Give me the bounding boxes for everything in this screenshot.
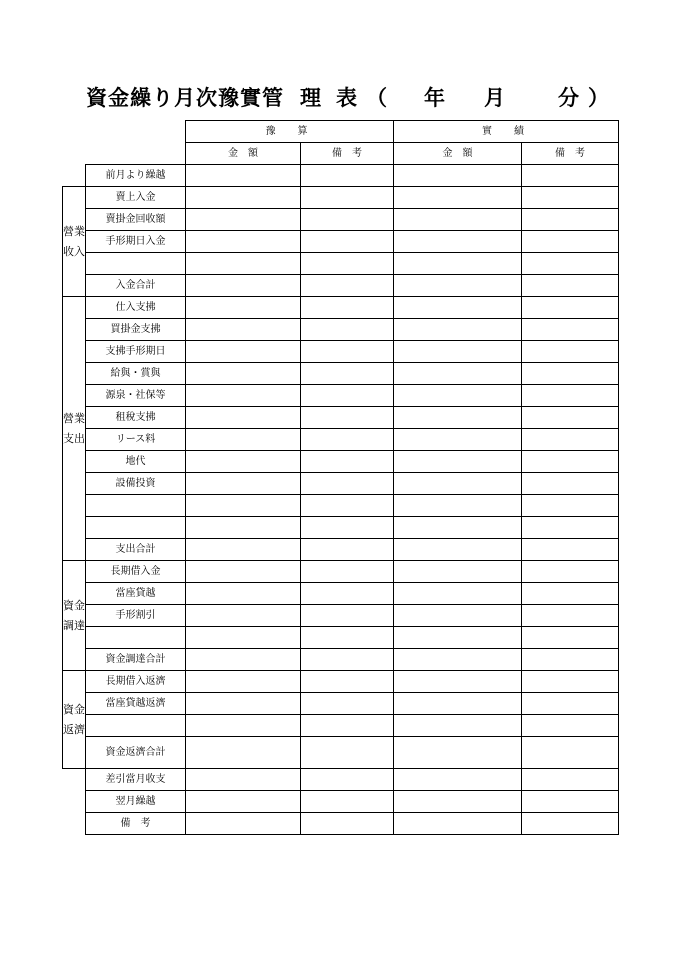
- row-label: 租稅支拂: [86, 407, 186, 429]
- section-sales-expense: 營業支出: [63, 297, 86, 561]
- input-cell[interactable]: [522, 813, 619, 835]
- input-cell[interactable]: [522, 649, 619, 671]
- input-cell[interactable]: [186, 627, 301, 649]
- input-cell[interactable]: [186, 671, 301, 693]
- table-row: [63, 187, 619, 209]
- input-cell[interactable]: [522, 275, 619, 297]
- title-year: 年: [424, 85, 445, 110]
- input-cell[interactable]: [186, 429, 301, 451]
- title-main: 資金繰り月次豫實管: [86, 85, 284, 110]
- row-label-blank[interactable]: [86, 627, 186, 649]
- input-cell[interactable]: [394, 517, 522, 539]
- row-label: 前月より繰越: [86, 165, 186, 187]
- input-cell[interactable]: [186, 187, 301, 209]
- input-cell[interactable]: [522, 209, 619, 231]
- input-cell[interactable]: [394, 561, 522, 583]
- table-row: [63, 385, 619, 407]
- table-row: [63, 209, 619, 231]
- input-cell[interactable]: [301, 517, 394, 539]
- table-row: [63, 605, 619, 627]
- input-cell[interactable]: [522, 539, 619, 561]
- input-cell[interactable]: [394, 385, 522, 407]
- input-cell[interactable]: [394, 209, 522, 231]
- input-cell[interactable]: [186, 693, 301, 715]
- input-cell[interactable]: [394, 319, 522, 341]
- row-label-blank[interactable]: [86, 495, 186, 517]
- input-cell[interactable]: [186, 209, 301, 231]
- table-row: [63, 517, 619, 539]
- row-label-blank[interactable]: [86, 715, 186, 737]
- table-row: [63, 341, 619, 363]
- input-cell[interactable]: [394, 627, 522, 649]
- input-cell[interactable]: [186, 583, 301, 605]
- table-row: [63, 297, 619, 319]
- input-cell[interactable]: [394, 539, 522, 561]
- input-cell[interactable]: [522, 165, 619, 187]
- input-cell[interactable]: [522, 693, 619, 715]
- input-cell[interactable]: [522, 715, 619, 737]
- input-cell[interactable]: [522, 671, 619, 693]
- input-cell[interactable]: [522, 451, 619, 473]
- input-cell[interactable]: [186, 561, 301, 583]
- row-label: 源泉・社保等: [86, 385, 186, 407]
- input-cell[interactable]: [186, 715, 301, 737]
- input-cell[interactable]: [301, 495, 394, 517]
- input-cell[interactable]: [301, 407, 394, 429]
- input-cell[interactable]: [301, 165, 394, 187]
- input-cell[interactable]: [522, 737, 619, 769]
- row-label: 當座貸越返濟: [86, 693, 186, 715]
- input-cell[interactable]: [301, 813, 394, 835]
- actual-header: 實 績: [394, 121, 619, 143]
- table-row: [63, 275, 619, 297]
- input-cell[interactable]: [301, 769, 394, 791]
- input-cell[interactable]: [186, 791, 301, 813]
- input-cell[interactable]: [522, 791, 619, 813]
- table-row: [63, 583, 619, 605]
- input-cell[interactable]: [394, 693, 522, 715]
- input-cell[interactable]: [186, 319, 301, 341]
- input-cell[interactable]: [186, 165, 301, 187]
- section-sales-income: 營業收入: [63, 187, 86, 297]
- input-cell[interactable]: [394, 275, 522, 297]
- row-label: 支拂手形期日: [86, 341, 186, 363]
- header-row-2: [63, 143, 619, 165]
- input-cell[interactable]: [186, 275, 301, 297]
- table-row: [63, 715, 619, 737]
- table-row: [63, 693, 619, 715]
- input-cell[interactable]: [522, 561, 619, 583]
- input-cell[interactable]: [186, 363, 301, 385]
- table-row: [63, 429, 619, 451]
- budget-header: 豫 算: [186, 121, 394, 143]
- input-cell[interactable]: [301, 605, 394, 627]
- input-cell[interactable]: [394, 813, 522, 835]
- cash-flow-table: [62, 120, 619, 835]
- input-cell[interactable]: [394, 583, 522, 605]
- input-cell[interactable]: [301, 209, 394, 231]
- title-paren-close: ）: [588, 85, 609, 110]
- input-cell[interactable]: [186, 473, 301, 495]
- input-cell[interactable]: [394, 671, 522, 693]
- input-cell[interactable]: [301, 429, 394, 451]
- actual-remarks-header: 備 考: [522, 143, 619, 165]
- input-cell[interactable]: [394, 451, 522, 473]
- input-cell[interactable]: [394, 429, 522, 451]
- table-row: [63, 539, 619, 561]
- input-cell[interactable]: [186, 813, 301, 835]
- actual-amount-header: 金 額: [394, 143, 522, 165]
- input-cell[interactable]: [186, 297, 301, 319]
- input-cell[interactable]: [522, 429, 619, 451]
- input-cell[interactable]: [301, 539, 394, 561]
- input-cell[interactable]: [186, 407, 301, 429]
- input-cell[interactable]: [522, 517, 619, 539]
- table-row: [63, 495, 619, 517]
- input-cell[interactable]: [522, 385, 619, 407]
- input-cell[interactable]: [394, 649, 522, 671]
- table-row: [63, 473, 619, 495]
- row-label-blank[interactable]: [86, 253, 186, 275]
- table-row: [63, 769, 619, 791]
- input-cell[interactable]: [301, 561, 394, 583]
- input-cell[interactable]: [394, 363, 522, 385]
- row-label: 資金返濟合計: [86, 737, 186, 769]
- input-cell[interactable]: [394, 407, 522, 429]
- input-cell[interactable]: [522, 319, 619, 341]
- input-cell[interactable]: [186, 495, 301, 517]
- title-period: 分: [558, 85, 579, 110]
- input-cell[interactable]: [301, 649, 394, 671]
- input-cell[interactable]: [522, 363, 619, 385]
- input-cell[interactable]: [301, 385, 394, 407]
- page-title: [0, 84, 680, 116]
- input-cell[interactable]: [394, 165, 522, 187]
- table-row: [63, 561, 619, 583]
- row-label: 賣掛金回收額: [86, 209, 186, 231]
- row-label: 長期借入返濟: [86, 671, 186, 693]
- input-cell[interactable]: [186, 385, 301, 407]
- table-row: [63, 363, 619, 385]
- row-label: 買掛金支拂: [86, 319, 186, 341]
- input-cell[interactable]: [394, 791, 522, 813]
- input-cell[interactable]: [522, 769, 619, 791]
- input-cell[interactable]: [301, 715, 394, 737]
- input-cell[interactable]: [522, 495, 619, 517]
- row-label: 仕入支拂: [86, 297, 186, 319]
- input-cell[interactable]: [301, 693, 394, 715]
- title-month: 月: [484, 85, 505, 110]
- input-cell[interactable]: [186, 253, 301, 275]
- input-cell[interactable]: [301, 275, 394, 297]
- input-cell[interactable]: [394, 187, 522, 209]
- input-cell[interactable]: [394, 341, 522, 363]
- input-cell[interactable]: [186, 649, 301, 671]
- input-cell[interactable]: [186, 539, 301, 561]
- input-cell[interactable]: [394, 605, 522, 627]
- input-cell[interactable]: [186, 231, 301, 253]
- table-row: [63, 451, 619, 473]
- row-label: 手形期日入金: [86, 231, 186, 253]
- table-row: [63, 791, 619, 813]
- input-cell[interactable]: [522, 605, 619, 627]
- input-cell[interactable]: [186, 737, 301, 769]
- row-label: 給與・賞與: [86, 363, 186, 385]
- input-cell[interactable]: [522, 297, 619, 319]
- input-cell[interactable]: [394, 495, 522, 517]
- row-label: 當座貸越: [86, 583, 186, 605]
- table-row: [63, 231, 619, 253]
- title-part-hyo: 表: [336, 85, 357, 110]
- input-cell[interactable]: [394, 737, 522, 769]
- input-cell[interactable]: [301, 791, 394, 813]
- budget-remarks-header: 備 考: [301, 143, 394, 165]
- row-label: 支出合計: [86, 539, 186, 561]
- input-cell[interactable]: [301, 231, 394, 253]
- input-cell[interactable]: [522, 627, 619, 649]
- input-cell[interactable]: [394, 231, 522, 253]
- input-cell[interactable]: [522, 187, 619, 209]
- row-label: 長期借入金: [86, 561, 186, 583]
- input-cell[interactable]: [522, 583, 619, 605]
- input-cell[interactable]: [522, 253, 619, 275]
- input-cell[interactable]: [394, 769, 522, 791]
- input-cell[interactable]: [522, 341, 619, 363]
- row-label: 資金調達合計: [86, 649, 186, 671]
- input-cell[interactable]: [522, 231, 619, 253]
- header-row-1: [63, 121, 619, 143]
- input-cell[interactable]: [301, 363, 394, 385]
- table-row: [63, 407, 619, 429]
- input-cell[interactable]: [394, 715, 522, 737]
- row-label: 差引當月收支: [86, 769, 186, 791]
- input-cell[interactable]: [394, 297, 522, 319]
- title-paren-open: （: [366, 85, 387, 110]
- table-row: [63, 649, 619, 671]
- input-cell[interactable]: [301, 451, 394, 473]
- row-label: 賣上入金: [86, 187, 186, 209]
- table-row: [63, 813, 619, 835]
- table-row: [63, 165, 619, 187]
- input-cell[interactable]: [186, 517, 301, 539]
- section-fund-repay: 資金返濟: [63, 671, 86, 769]
- input-cell[interactable]: [301, 253, 394, 275]
- input-cell[interactable]: [301, 583, 394, 605]
- row-label: 設備投資: [86, 473, 186, 495]
- input-cell[interactable]: [186, 769, 301, 791]
- row-label: 地代: [86, 451, 186, 473]
- input-cell[interactable]: [301, 737, 394, 769]
- input-cell[interactable]: [301, 473, 394, 495]
- table-row: [63, 319, 619, 341]
- row-label: 入金合計: [86, 275, 186, 297]
- row-label: 翌月繰越: [86, 791, 186, 813]
- row-label: リース料: [86, 429, 186, 451]
- row-label: 備 考: [86, 813, 186, 835]
- row-label-blank[interactable]: [86, 517, 186, 539]
- table-row: [63, 737, 619, 769]
- input-cell[interactable]: [301, 297, 394, 319]
- input-cell[interactable]: [394, 253, 522, 275]
- input-cell[interactable]: [186, 605, 301, 627]
- table-row: [63, 671, 619, 693]
- input-cell[interactable]: [186, 341, 301, 363]
- input-cell[interactable]: [301, 627, 394, 649]
- table-row: [63, 627, 619, 649]
- input-cell[interactable]: [301, 671, 394, 693]
- input-cell[interactable]: [522, 473, 619, 495]
- budget-amount-header: 金 額: [186, 143, 301, 165]
- input-cell[interactable]: [522, 407, 619, 429]
- input-cell[interactable]: [394, 473, 522, 495]
- input-cell[interactable]: [301, 187, 394, 209]
- section-fund-raising: 資金調達: [63, 561, 86, 671]
- input-cell[interactable]: [301, 341, 394, 363]
- table-row: [63, 253, 619, 275]
- row-label: 手形割引: [86, 605, 186, 627]
- title-part-ri: 理: [300, 85, 321, 110]
- input-cell[interactable]: [301, 319, 394, 341]
- input-cell[interactable]: [186, 451, 301, 473]
